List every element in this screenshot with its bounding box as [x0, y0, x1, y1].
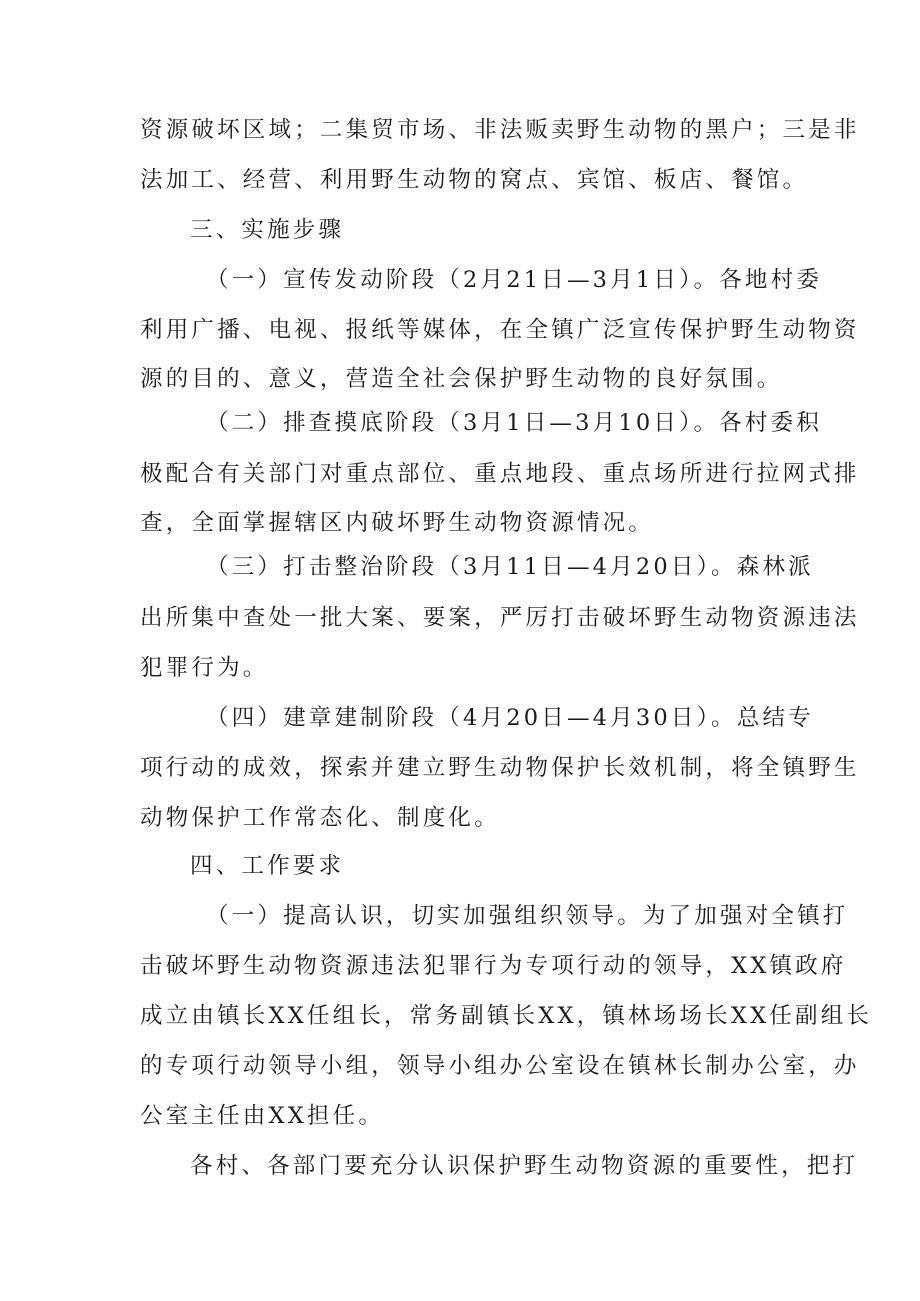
paragraph-line: （四）建章建制阶段（4月20日—4月30日）。总结专	[206, 705, 814, 731]
paragraph-line: 击破坏野生动物资源违法犯罪行为专项行动的领导，XX镇政府	[140, 953, 847, 979]
paragraph-line: 极配合有关部门对重点部位、重点地段、重点场所进行拉网式排	[140, 461, 860, 487]
paragraph-line: 利用广播、电视、报纸等媒体，在全镇广泛宣传保护野生动物资	[140, 317, 860, 343]
section-heading: 三、实施步骤	[190, 217, 345, 243]
paragraph-line: 成立由镇长XX任组长，常务副镇长XX，镇林场场长XX任副组长	[140, 1003, 873, 1029]
paragraph-line: 资源破坏区域；二集贸市场、非法贩卖野生动物的黑户；三是非	[140, 117, 860, 143]
paragraph-line: 公室主任由XX担任。	[140, 1103, 385, 1129]
paragraph-line: 源的目的、意义，营造全社会保护野生动物的良好氛围。	[140, 366, 783, 392]
paragraph-line: 的专项行动领导小组，领导小组办公室设在镇林长制办公室，办	[140, 1053, 860, 1079]
section-heading: 四、工作要求	[190, 853, 345, 879]
paragraph-line: 各村、各部门要充分认识保护野生动物资源的重要性，把打	[190, 1153, 859, 1179]
paragraph-line: （二）排查摸底阶段（3月1日—3月10日）。各村委积	[206, 410, 823, 436]
paragraph-line: 动物保护工作常态化、制度化。	[140, 805, 500, 831]
paragraph-line: 出所集中查处一批大案、要案，严厉打击破坏野生动物资源违法	[140, 605, 860, 631]
paragraph-line: （一）提高认识，切实加强组织领导。为了加强对全镇打	[206, 903, 849, 929]
paragraph-line: （三）打击整治阶段（3月11日—4月20日）。森林派	[206, 554, 814, 580]
paragraph-line: 犯罪行为。	[140, 655, 269, 681]
paragraph-line: 查，全面掌握辖区内破坏野生动物资源情况。	[140, 510, 655, 536]
paragraph-line: （一）宣传发动阶段（2月21日—3月1日）。各地村委	[206, 267, 823, 293]
paragraph-line: 项行动的成效，探索并建立野生动物保护长效机制，将全镇野生	[140, 755, 860, 781]
paragraph-line: 法加工、经营、利用野生动物的窝点、宾馆、板店、餐馆。	[140, 167, 809, 193]
